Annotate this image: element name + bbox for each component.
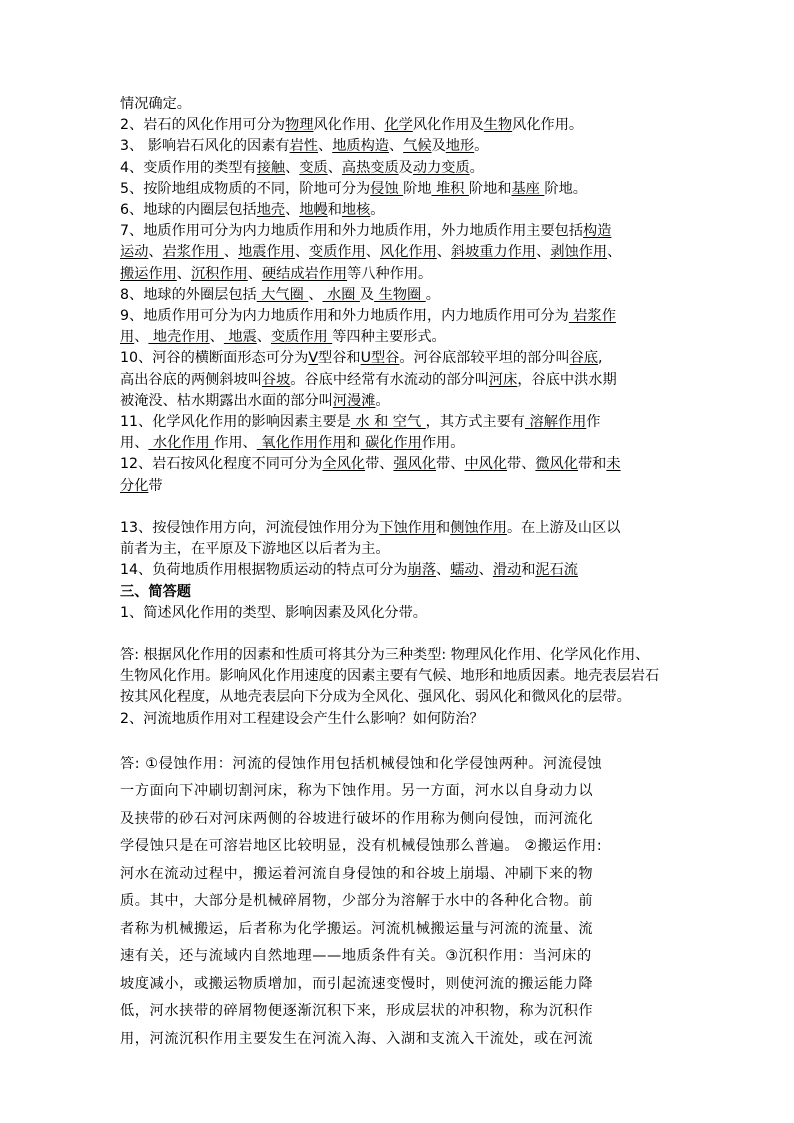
fill-in-blank-section [120,94,680,624]
text-segment: 及 [431,138,446,155]
answer-blank: 用 [120,329,135,346]
answer-blank: 地壳 [256,202,286,219]
text-segment: 、 [209,329,224,346]
text-segment: 、 [308,286,323,303]
text-segment: 。谷底中经常有水流动的部分叫 [290,371,489,388]
answer-blank: 变质作用 [270,329,333,346]
text-segment: 。 [425,286,440,303]
text-segment: 3、 影响岩石风化的因素有 [120,138,290,155]
text-segment: 、 [148,244,163,261]
answer-blank: 蠕动 [450,562,479,579]
answer-blank: V [308,350,319,367]
text-segment: 13、按侵蚀作用方向，河流侵蚀作用分为 [120,520,380,537]
answer-blank: 分化 [120,477,149,494]
answer-blank: 生物圈 [374,286,426,303]
answer-blank: 物理 [285,117,314,134]
answer-blank: 侧蚀作用 [450,520,507,537]
blank-line [120,730,680,751]
answer-blank: 地核 [341,202,371,219]
answer-blank: 水圈 [322,286,360,303]
answer-line: 答: 根据风化作用的因素和性质可将其分为三种类型: 物理风化作用、化学风化作用、 [120,647,650,664]
text-segment: 12、岩石按风化程度不同可分为 [120,456,323,473]
text-line [120,136,680,157]
answer-blank: 运动 [120,244,149,261]
answer-blank: 剥蚀作用 [550,244,608,261]
answer-blank: 未 [606,456,621,473]
answer-line: 学侵蚀只是在可溶岩地区比较明显，没有机械侵蚀那么普遍。 ②搬运作用: [120,838,603,855]
text-line [120,158,680,179]
text-line [120,242,680,263]
answer-blank: 地形 [445,138,475,155]
text-segment: 情况确定。 [120,96,191,112]
text-segment: 前者为主，在平原及下游地区以后者为主。 [120,541,390,558]
text-line [120,518,680,539]
text-segment: 风化作用、 [313,117,385,134]
text-line [120,603,680,624]
text-segment: 、 [536,244,551,261]
text-segment: 带 [148,477,163,494]
text-segment: 。 [474,138,489,155]
question-2: 2、河流地质作用对工程建设会产生什么影响？如何防治？ [120,710,484,727]
text-segment: 、 [478,562,493,579]
text-segment: 用、 [120,435,149,452]
answer-blank: 强风化 [393,456,437,473]
answer-blank: 溶解作用 [525,414,587,431]
text-line [120,115,680,136]
text-line [120,433,680,454]
text-segment: 带、 [507,456,536,473]
text-segment: 、 [436,562,451,579]
answer-blank: 地壳作用 [148,329,210,346]
answer-blank: 水化作用 [148,435,215,452]
text-segment: 作 [586,414,601,431]
text-segment: 风化作用。 [512,117,584,134]
text-segment: 、 [294,244,310,261]
answer-blank: 崩落 [407,562,437,579]
answer-blank: 型谷 [371,350,400,367]
text-segment: 阶地 [403,180,432,197]
text-segment: 型谷和 [318,350,361,367]
answer-blank: 大气圈 [256,286,309,303]
text-segment: 。河谷底部较平坦的部分叫 [399,350,570,367]
text-segment: 阶地。 [544,180,587,197]
answer-line: 及挟带的砂石对河床两侧的谷坡进行破坏的作用称为侧向侵蚀，而河流化 [120,810,594,827]
answer-blank: 生物 [483,117,513,134]
answer-blank: 基座 [511,180,545,197]
text-segment: 2、岩石的风化作用可分为 [120,117,286,134]
answer-line: 速有关，还与流域内自然地理——地质条件有关。③沉积作用：当河床的 [120,948,592,965]
text-segment: 8、地球的外圈层包括 [120,286,257,303]
answer-line: 生物风化作用。影响风化作用速度的因素主要有气候、地形和地质因素。地壳表层岩石 [120,668,660,685]
text-line [120,454,680,475]
section-heading: 三、简答题 [120,583,191,600]
text-line [120,221,680,242]
text-line [120,539,680,560]
text-segment: 高出谷底的两侧斜坡叫 [120,371,262,388]
text-segment: 、 [327,159,342,176]
answer-blank: 硬结成岩作用 [261,265,348,282]
answer-blank: 变质 [299,159,328,176]
text-segment: 带、 [436,456,465,473]
answer-line: 坡度减小，或搬运物质增加，而引起流速变慢时，则使河流的搬运能力降 [120,975,594,992]
answer-1 [120,645,680,709]
text-segment: 和 [346,435,361,452]
text-line [120,497,680,518]
text-segment: 风化作用及 [412,117,484,134]
text-segment: 14、负荷地质作用根据物质运动的特点可分为 [120,562,408,579]
text-line [120,306,680,327]
text-line [120,179,680,200]
answer-blank: 中风化 [464,456,508,473]
answer-blank: 岩浆作 [568,308,616,325]
text-segment: 9、地质作用可分为内力地质作用和外力地质作用，内力地质作用可分为 [120,308,569,325]
answer-blank: U [360,350,371,367]
answer-blank: 构造 [583,223,612,240]
answer-blank: 斜坡重力作用 [450,244,537,261]
answer-blank: 下蚀作用 [379,520,437,537]
text-line [120,412,680,433]
answer-blank: 变质作用 [309,244,366,261]
answer-blank: 沉积作用 [190,265,248,282]
answer-blank: 地质构造 [332,138,389,155]
text-line [120,391,680,412]
text-line [120,582,680,603]
text-segment: 7、地质作用可分为内力地质作用和外力地质作用，外力地质作用主要包括 [120,223,584,240]
text-segment: 。在上游及山区以 [506,520,621,537]
text-segment: 等四种主要形式。 [332,329,446,346]
answer-line: 答: ①侵蚀作用：河流的侵蚀作用包括机械侵蚀和化学侵蚀两种。河流侵蚀 [120,755,603,772]
text-line [120,370,680,391]
answer-blank: 地幔 [299,202,328,219]
answer-blank: 河漫滩 [332,392,376,409]
answer-blank: 侵蚀 [370,180,404,197]
answer-blank: 碳化作用 [360,435,422,452]
answer-blank: 谷坡 [261,371,291,388]
text-segment: 、 [388,138,404,155]
text-line [120,348,680,369]
text-segment: 被淹没、枯水期露出水面的部分叫 [120,392,333,409]
answer-blank: 化学 [384,117,413,134]
answer-2 [120,751,680,1054]
text-line [120,200,680,221]
text-segment: 作用、 [214,435,257,452]
text-segment: 和 [327,202,342,219]
text-segment: 11、化学风化作用的影响因素主要是 [120,414,351,431]
answer-blank: 水 和 空气 [350,414,426,431]
text-segment: 、 [607,244,622,261]
text-segment: 等八种作用。 [347,265,433,282]
text-line [120,94,680,115]
text-segment: 6、地球的内圈层包括 [120,202,257,219]
answer-line: 质。其中，大部分是机械碎屑物，少部分为溶解于水中的各种化合物。前 [120,893,594,910]
text-segment: ，其方式主要有 [425,414,525,431]
answer-blank: 岩性 [289,138,318,155]
text-segment: 、 [247,265,262,282]
text-segment: 及 [398,159,413,176]
answer-line: 者称为机械搬运，后者称为化学搬运。河流机械搬运量与河流的流量、流 [120,920,594,937]
text-segment: 、 [436,244,451,261]
answer-blank: 地震 [223,329,257,346]
text-segment: 和 [436,520,451,537]
answer-line: 低，河水挟带的碎屑物便逐渐沉积下来，形成层状的冲积物，称为沉积作 [120,1003,594,1020]
answer-blank: 泥石流 [535,562,578,579]
answer-blank: 河床 [488,371,518,388]
text-segment: 及 [359,286,375,303]
text-line [120,327,680,348]
text-segment: 4、变质作用的类型有 [120,159,257,176]
text-line [120,285,680,306]
text-segment: , [598,350,603,367]
text-segment: 、 [285,159,300,176]
answer-blank: 滑动 [492,562,522,579]
text-segment: 。 [375,392,390,409]
answer-blank: 动力变质 [412,159,470,176]
text-line [120,560,680,581]
answer-blank: 地震作用 [238,244,295,261]
answer-blank: 堆积 [431,180,469,197]
text-line [120,476,680,497]
answer-blank: 高热变质 [341,159,399,176]
answer-blank: 接触 [256,159,286,176]
answer-line: 河水在流动过程中，搬运着河流自身侵蚀的和谷坡上崩塌、冲刷下来的物 [120,865,594,882]
text-segment: 10、河谷的横断面形态可分为 [120,350,309,367]
text-segment: 。 [469,159,484,176]
text-line [120,264,680,285]
text-segment: 和 [521,562,536,579]
answer-line: 按其风化程度，从地壳表层向下分成为全风化、强风化、弱风化和微风化的层带。 [120,689,631,706]
answer-blank: 风化作用 [380,244,437,261]
answer-line: 一方面向下冲刷切割河床，称为下蚀作用。另一方面，河水以自身动力以 [120,783,594,800]
answer-blank: 氧化作用作用 [256,435,347,452]
answer-blank: 谷底 [569,350,599,367]
text-segment: ，谷底中洪水期 [517,371,617,388]
text-segment: 、 [285,202,300,219]
text-segment: 5、按阶地组成物质的不同，阶地可分为 [120,180,371,197]
answer-blank: 搬运作用 [120,265,177,282]
document-page [120,94,680,1053]
blank-line [120,624,680,645]
text-segment: 带、 [365,456,394,473]
answer-blank: 微风化 [535,456,578,473]
text-segment: 、 [256,329,271,346]
text-segment: 带和 [577,456,607,473]
text-segment: 。 [370,202,385,219]
text-segment: 阶地和 [468,180,512,197]
text-segment: 、 [365,244,380,261]
text-segment: 、 [223,244,239,261]
text-segment: 1、简述风化作用的类型、影响因素及风化分带。 [120,604,427,621]
answer-blank: 气候 [403,138,432,155]
text-segment: 、 [176,265,191,282]
text-segment: 、 [318,138,333,155]
text-segment: 、 [134,329,149,346]
answer-line: 用，河流沉积作用主要发生在河流入海、入湖和支流入干流处，或在河流 [120,1030,594,1047]
text-segment: 作用。 [421,435,465,452]
answer-blank: 全风化 [322,456,366,473]
answer-blank: 岩浆作用 [162,244,224,261]
